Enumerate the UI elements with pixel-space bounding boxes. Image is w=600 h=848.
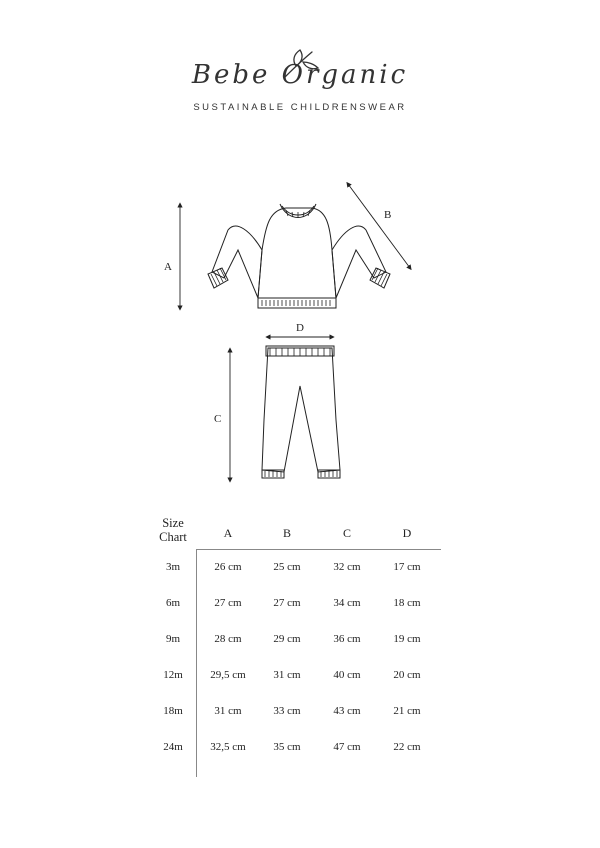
sweater-body bbox=[258, 208, 336, 298]
dimension-c-label: C bbox=[214, 413, 222, 425]
column-header-c: C bbox=[342, 526, 351, 540]
size-chart-title: Size Chart bbox=[159, 516, 187, 544]
pants-body bbox=[262, 348, 340, 472]
table-row: 12m 29,5 cm 31 cm 40 cm 20 cm bbox=[163, 669, 421, 681]
header-divider bbox=[196, 549, 441, 550]
table-row: 9m 28 cm 29 cm 36 cm 19 cm bbox=[165, 633, 421, 645]
sweater-left-sleeve bbox=[212, 226, 262, 298]
brand-name: Bebe Organic bbox=[191, 60, 409, 90]
sweater-right-sleeve bbox=[332, 226, 386, 298]
dimension-d-label: D bbox=[296, 322, 304, 334]
column-header-b: B bbox=[282, 526, 291, 540]
table-row: 3m 26 cm 25 cm 32 cm 17 cm bbox=[165, 561, 421, 573]
garment-measurement-diagram bbox=[0, 170, 600, 500]
brand-tagline: SUSTAINABLE CHILDRENSWEAR bbox=[193, 102, 407, 113]
table-row: 18m 31 cm 33 cm 43 cm 21 cm bbox=[163, 705, 421, 717]
column-header-d: D bbox=[402, 526, 412, 540]
table-row: 6m 27 cm 27 cm 34 cm 18 cm bbox=[165, 597, 421, 609]
dimension-b-label: B bbox=[384, 209, 392, 221]
column-header-a: A bbox=[223, 526, 233, 540]
dimension-a-label: A bbox=[164, 261, 172, 273]
table-row: 24m 32,5 cm 35 cm 47 cm 22 cm bbox=[163, 741, 421, 753]
